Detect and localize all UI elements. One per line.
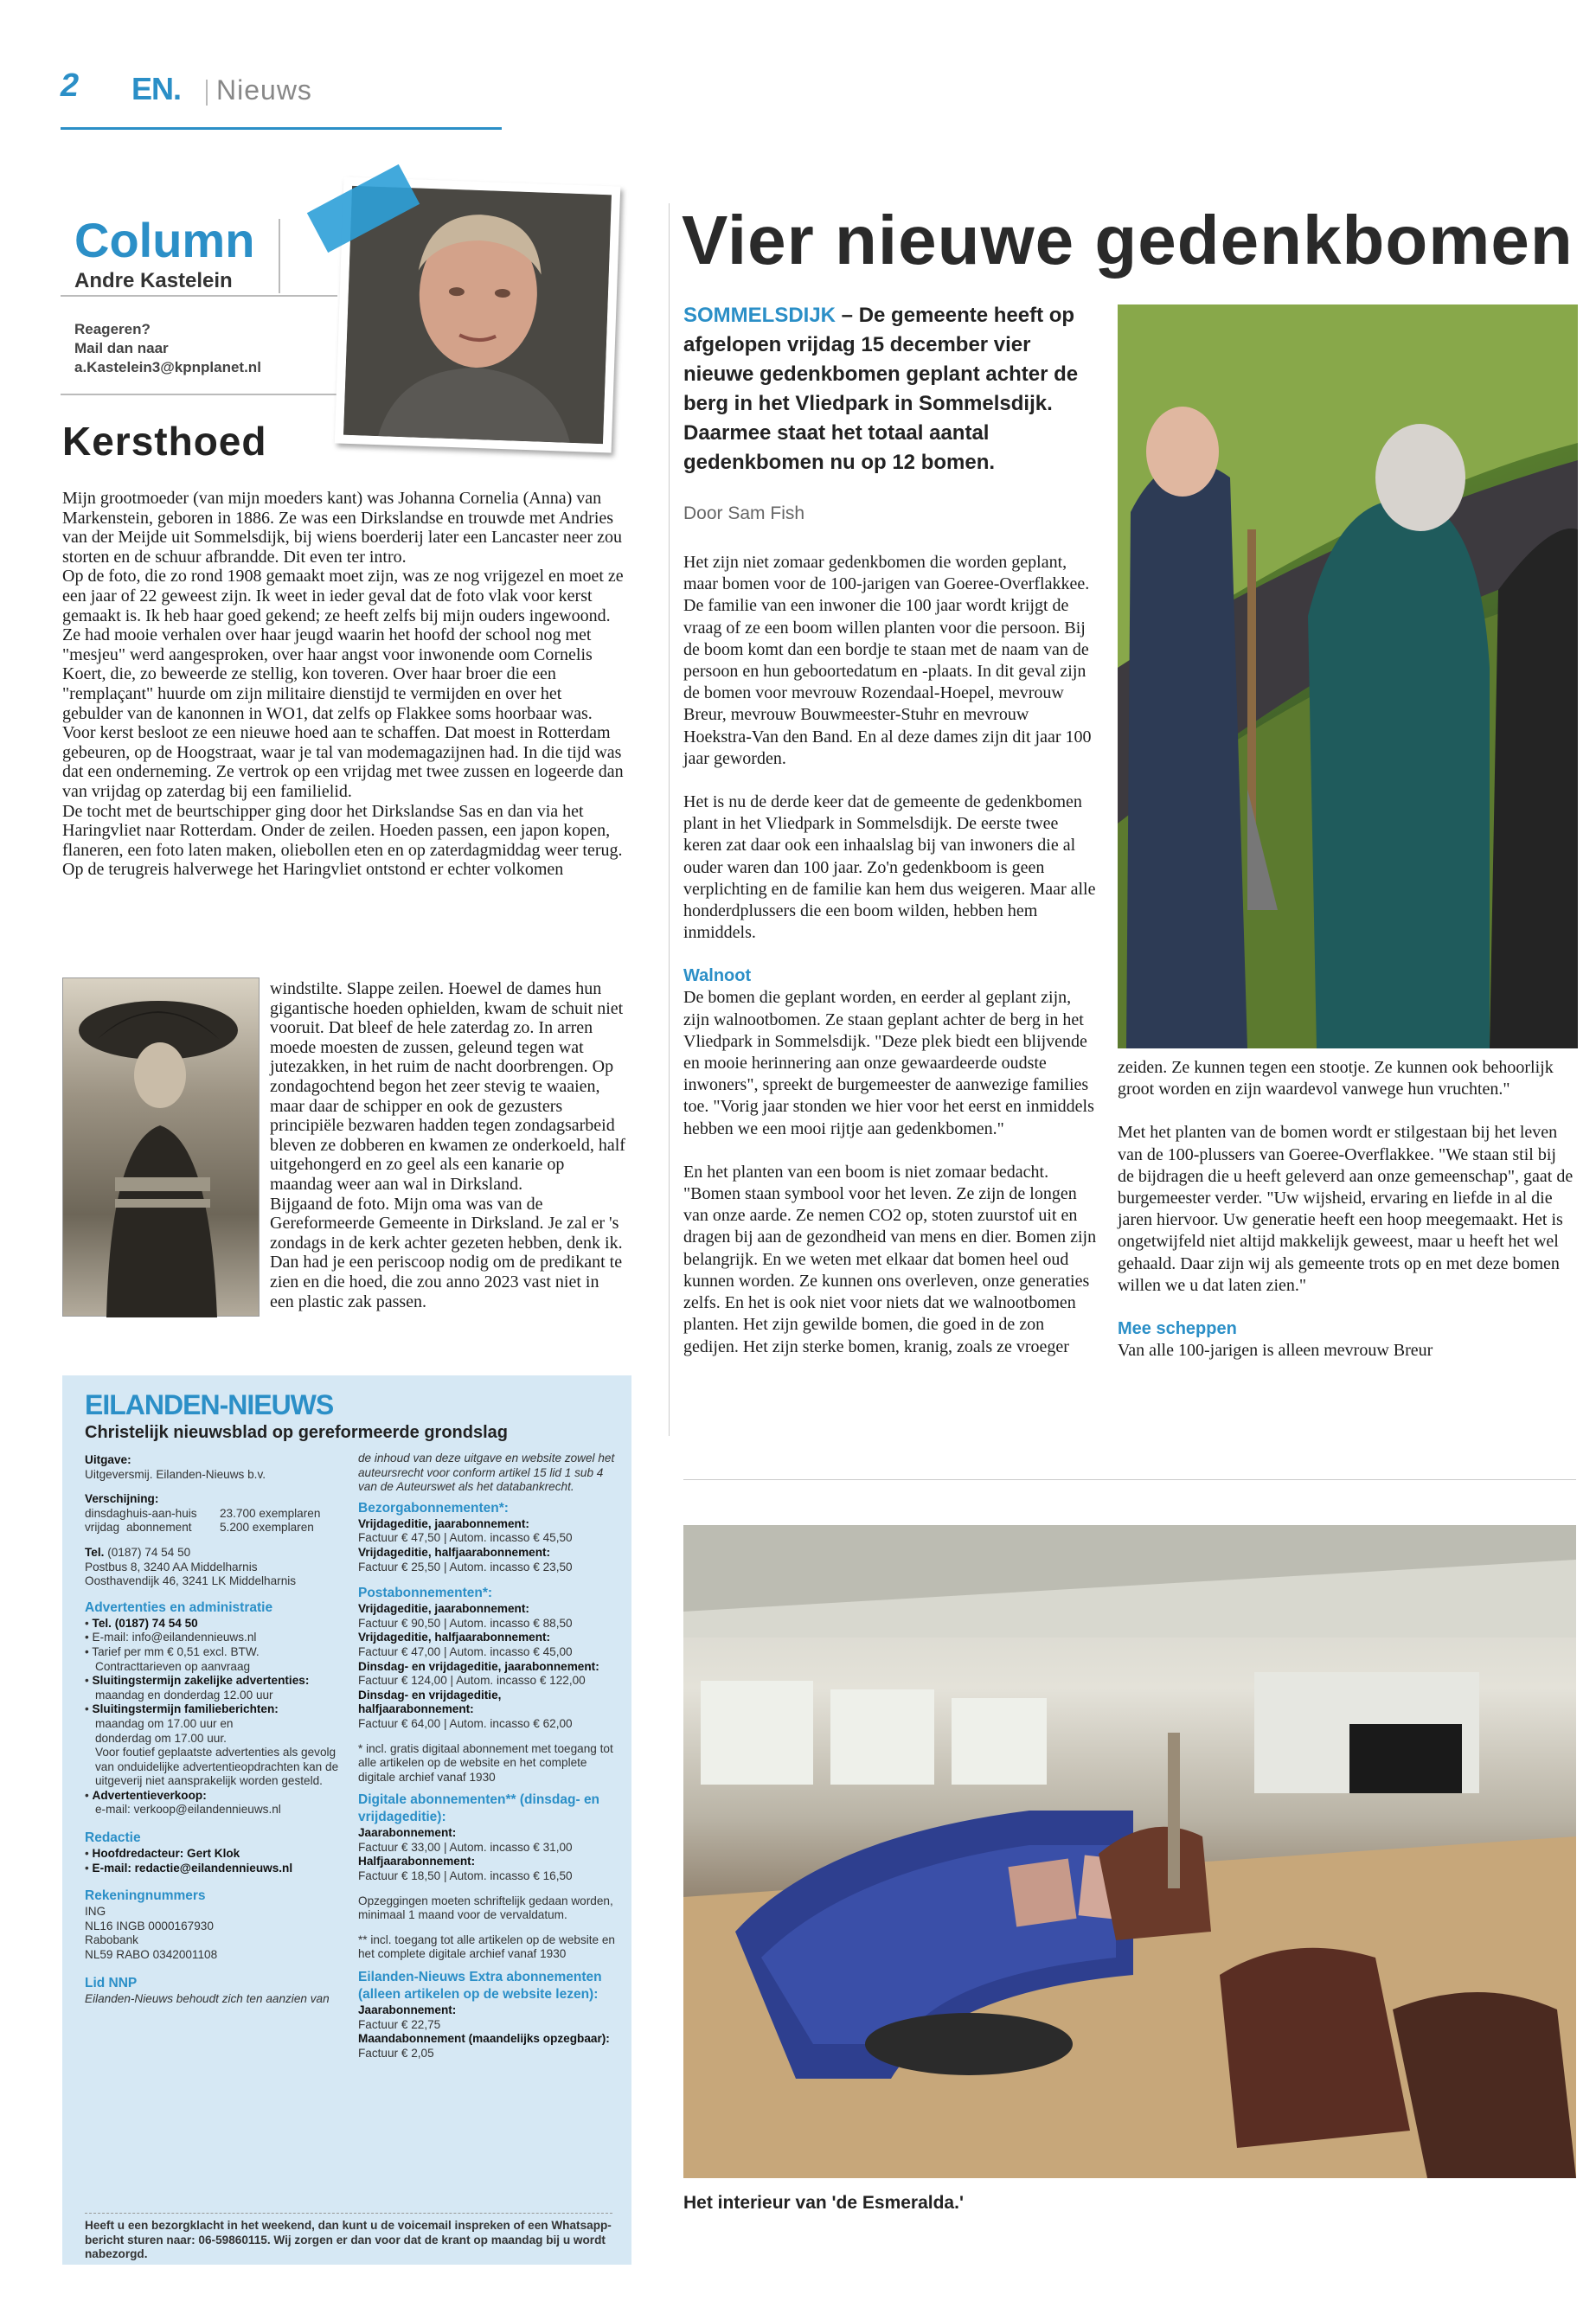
paragraph: De bomen die geplant worden, en eerder al geplant zijn, zijn walnootbomen. Ze staan geplant achter de berg in het Vliedpark in Sommelsdijk. "Deze plek biedt een blijvende en mooie herinnering aan onze gewaardeerde oudste inwoners", spreekt de burgemeester de aanwezige families toe. "Vorig jaar stonden we hier voor het eerst en inmiddels hebben we een mooi rijtje aan gedenkbomen." [683, 988, 1094, 1138]
article-lead: SOMMELSDIJK – De gemeente heeft op afgelopen vrijdag 15 december vier nieuwe gedenkbomen geplant achter de berg in het Vliedpark in Sommelsdijk. Daarmee staat het totaal aantal gedenkbomen nu op 12 bomen. [683, 304, 1079, 474]
column-contact: Reageren? Mail dan naar a.Kastelein3@kpnplanet.nl [74, 321, 261, 375]
paragraph: Op de foto, die zo rond 1908 gemaakt moet zijn, was ze nog vrijgezel en moet ze een jaar of 22 geweest zijn. Ik weet in ieder geval dat de foto vlak voor kerst gemaakt is. Ik heb haar goed gekend; ze heeft zelfs bij mijn ouders ingewoond. Ze had mooie verhalen over haar jeugd waarin het hoofd der school nog met "mesjeu" werd aangesproken, over haar angst voor inwonende oom Cornelis Koert, die, zo beweerde ze stellig, kon toveren. Over haar broer die een "remplaçant" huurde om zijn militaire dienstijd te vermijden en over het gebulder van de kanonnen in WO1, dat zelfs op Flakkee soms hoorbaar was. [62, 567, 624, 723]
paragraph: Van alle 100-jarigen is alleen mevrouw Breur [1118, 1341, 1433, 1361]
column-divider-bottom [61, 394, 337, 395]
page-header [57, 67, 502, 130]
column-author: Andre Kastelein [74, 269, 233, 292]
column-text-wrap [270, 979, 626, 1311]
sales-email-link[interactable]: e-mail: verkoop@eilandennieuws.nl [95, 1803, 281, 1817]
dateline: SOMMELSDIJK [683, 304, 836, 327]
column-divider-vertical [279, 219, 280, 293]
portrait-figure [343, 186, 612, 444]
paragraph: Voor kerst besloot ze een nieuwe hoed aan te schaffen. Dat moest in Rotterdam gebeuren, op de Hoogstraat, waar je tal van modemagazijnen had. In die tijd was dat een onderneming. Ze vertrok op een vrijdag met twee zussen en logeerde dan van vrijdag op zaterdag bij een familielid. [62, 723, 624, 801]
photo-caption: Het interieur van 'de Esmeralda.' [683, 2193, 964, 2213]
subheading-walnoot: Walnoot [683, 966, 752, 986]
en-logo: EN. [131, 71, 182, 106]
column-text [62, 489, 626, 880]
byline: Door Sam Fish [683, 503, 805, 523]
adv-heading: Advertenties en administratie [85, 1599, 273, 1615]
tree-planting-photo [1118, 304, 1578, 1048]
redactie-email-link[interactable]: E-mail: redactie@eilandennieuws.nl [92, 1861, 293, 1875]
tree-planting-scene [1118, 304, 1578, 1048]
article-middle-column [683, 552, 1099, 1358]
info-email-link[interactable]: E-mail: info@eilandennieuws.nl [92, 1631, 257, 1644]
column-rule [669, 203, 670, 1436]
paragraph: Het zijn niet zomaar gedenkbomen die worden geplant, maar bomen voor de 100-jarigen van Goeree-Overflakkee. De familie van een inwoner die 100 jaar wordt krijgt de vraag of ze een boom willen planten voor die persoon. Bij de boom komt dan een bordje te staan met de naam van de persoon en hun geboortedatum en -plaats. In dit geval zijn de bomen voor mevrouw Rozendaal-Hoepel, mevrouw Breur, mevrouw Bouwmeester-Stuhr en mevrouw Hoekstra-Van den Band. En al deze dames zijn dit jaar 100 jaar geworden. [683, 553, 1092, 768]
paragraph: En het planten van een boom is niet zomaar bedacht. "Bomen staan symbool voor het leven. Ze zijn de longen van onze aarde. Ze nemen CO2 op, stoten zuurstof uit en dragen bij aan de gezondheid van mens en dier. Bomen zijn belangrijk. En we weten met elkaar dat bomen heel oud kunnen worden. Ze kunnen ons overleven, onze generaties zelfs. En het is ook niet voor niets dat we walnootbomen planten. Het zijn gewilde bomen, die goed in de zon gedijen. Het zijn sterke bomen, kranig, zoals ze vroeger [683, 1162, 1097, 1356]
grandmother-figure [63, 978, 260, 1317]
paragraph: Met het planten van de bomen wordt er stilgestaan bij het leven van de 100-plussers van Goeree-Overflakkee. "We staan stil bij de bijdragen die u heeft geleverd aan onze gemeenschap", gaat de burgemeester verder. "Uw wijsheid, ervaring en liefde in al die jaren hiervoor. Uw generatie heeft een hoop meegemaakt. Het is ongetwijfeld niet altijd makkelijk geweest, maar u heeft het wel gehaald. Daar zijn wij als gemeente trots op en met deze bomen willen we u dat laten zien." [1118, 1123, 1574, 1295]
page-number: 2 [57, 67, 82, 104]
paragraph: Het is nu de derde keer dat de gemeente de gedenkbomen plant in het Vliedpark in Sommelsdijk. De eerste twee keren zat daar ook een inhaalslag bij van inwoners die al ouder waren dan 100 jaar. Zo'n gedenkboom is geen verplichting en de familie kan hem dus weigeren. Maar alle honderdplussers die een boom wilden, hebben hem inmiddels. [683, 792, 1096, 943]
paragraph: Bijgaand de foto. Mijn oma was van de Gereformeerde Gemeente in Dirksland. Je zal er 's zondags in de kerk achter gezeten hebben, denk ik. Dan had je een periscoop nodig om de predikant te zien en die hoed, die zou anno 2023 vast niet in een plastic zak passen. [270, 1194, 623, 1311]
colophon-box [62, 1375, 631, 2265]
colophon-subtitle: Christelijk nieuwsblad op gereformeerde grondslag [85, 1423, 508, 1442]
ship-interior-scene [683, 1525, 1576, 2178]
colophon-footer: Heeft u een bezorgklacht in het weekend, dan kunt u de voicemail inspreken of een Whatsapp-bericht sturen naar: 06-59860115. Wij zorgen er dan voor dat de krant op maandag bij u wordt nabezorgd. [85, 2213, 612, 2262]
column-divider [61, 295, 337, 297]
column-email-link[interactable]: a.Kastelein3@kpnplanet.nl [74, 359, 261, 375]
paragraph: De tocht met de beurtschipper ging door het Dirkslandse Sas en dan via het Haringvliet naar Rotterdam. Onder de zeilen. Hoeden passen, een japon kopen, flaneren, een foto laten maken, oliebollen eten en op zaterdagmiddag weer terug. [62, 801, 623, 860]
colophon-left: Uitgave: Uitgeversmij. Eilanden-Nieuws b.v. Verschijning: dinsdag huis-aan-huis 23.700 exemplaren vrijdag abonnement 5.200 exemplaren Tel. (0187) 74 54 50 Postbus 8, 3240 AA Middelharnis Oosthavendijk 46, 3241 LK Middelharnis Advertenties en administratie • Tel. (0187) 74 54 50 • E-mail: info@eilandennieuws.nl • Tarief per mm € 0,51 excl. BTW. Contracttarieven op aanvraag • Sluitingstermijn zakelijke advertenties: maandag en donderdag 12.00 uur • Sluitingstermijn familieberichten: maandag om 17.00 uur en donderdag om 17.00 uur. Voor foutief geplaatste advertenties als gevolg van onduidelijke advertentieopdrachten kan de uitgeverij niet aansprakelijk worden gesteld. • Advertentieverkoop: e-mail: verkoop@eilandennieuws.nl Redactie • Hoofdredacteur: Gert Klok • E-mail: redactie@eilandennieuws.nl Rekeningnummers ING NL16 INGB 0000167930 Rabobank NL59 RABO 0342001108 Lid NNP Eilanden-Nieuws behoudt zich ten aanzien van [85, 1453, 344, 2006]
eilanden-nieuws-logo: EILANDEN-NIEUWS [85, 1389, 334, 1420]
paragraph: Mijn grootmoeder (van mijn moeders kant) was Johanna Cornelia (Anna) van Markenstein, geboren in 1886. Ze was een Dirkslandse en trouwde met Andries van der Meijde uit Sommelsdijk, bij wiens boerderij later een Lancaster neer zou storten en de schuur afbrandde. Dit even ter intro. [62, 489, 623, 567]
esmeralda-interior-photo [683, 1525, 1576, 2178]
article-divider [683, 1479, 1576, 1480]
paragraph: windstilte. Slappe zeilen. Hoewel de dames hun gigantische hoeden ophielden, kwam de schuit niet vooruit. Dat bleef de hele zaterdag zo. In arren moede moesten de zussen, geleund tegen wat jutezakken, in het ruim de nacht doorbrengen. Op zondagochtend begon het zeer stevig te waaien, maar daar de schipper en ook de gezusters principiële bezwaren hadden tegen zondagsarbeid bleven ze dobberen en kwamen ze onderkoeld, half uitgehongerd en zo geel als een kanarie op maandag weer aan wal in Dirksland. [270, 979, 625, 1194]
section-name: Nieuws [216, 74, 312, 106]
subheading-mee-scheppen: Mee scheppen [1118, 1319, 1237, 1339]
paragraph: Op de terugreis halverwege het Haringvliet ontstond er echter volkomen [62, 860, 564, 880]
column-title: Kersthoed [62, 419, 267, 464]
paragraph: zeiden. Ze kunnen tegen een stootje. Ze kunnen ook behoorlijk groot worden en zijn waardevol vanwege hun vruchten." [1118, 1058, 1554, 1099]
grandmother-photo [62, 977, 260, 1317]
article-headline: Vier nieuwe gedenkbomen [682, 202, 1574, 279]
header-divider [206, 80, 208, 106]
colophon-right: de inhoud van deze uitgave en website zowel het auteursrecht voor conform artikel 15 lid 1 sub 4 van de Auteurswet als het databankrecht. Bezorgabonnementen*: Vrijdageditie, jaarabonnement: Factuur € 47,50 | Autom. incasso € 45,50 Vrijdageditie, halfjaarabonnement: Factuur € 25,50 | Autom. incasso € 23,50 Postabonnementen*: Vrijdageditie, jaarabonnement: Factuur € 90,50 | Autom. incasso € 88,50 Vrijdageditie, halfjaarabonnement: Factuur € 47,00 | Autom. incasso € 45,00 Dinsdag- en vrijdageditie, jaarabonnement: Factuur € 124,00 | Autom. incasso € 122,00 Dinsdag- en vrijdageditie, halfjaarabonnement: Factuur € 64,00 | Autom. incasso € 62,00 * incl. gratis digitaal abonnement met toegang tot alle artikelen op de website en het complete digitale archief vanaf 1930 Digitale abonnementen** (dinsdag- en vrijdageditie): Jaarabonnement: Factuur € 33,00 | Autom. incasso € 31,00 Halfjaarabonnement: Factuur € 18,50 | Autom. incasso € 16,50 Opzeggingen moeten schriftelijk gedaan worden, minimaal 1 maand voor de vervaldatum. ** incl. toegang tot alle artikelen op de website en het complete digitale archief vanaf 1930 Eilanden-Nieuws Extra abonnementen (alleen artikelen op de website lezen): Jaarabonnement: Factuur € 22,75 Maandabonnement (maandelijks opzegbaar): Factuur € 2,05 [358, 1452, 615, 2060]
article-right-column [1118, 1057, 1576, 1362]
column-label: Column [74, 213, 255, 267]
